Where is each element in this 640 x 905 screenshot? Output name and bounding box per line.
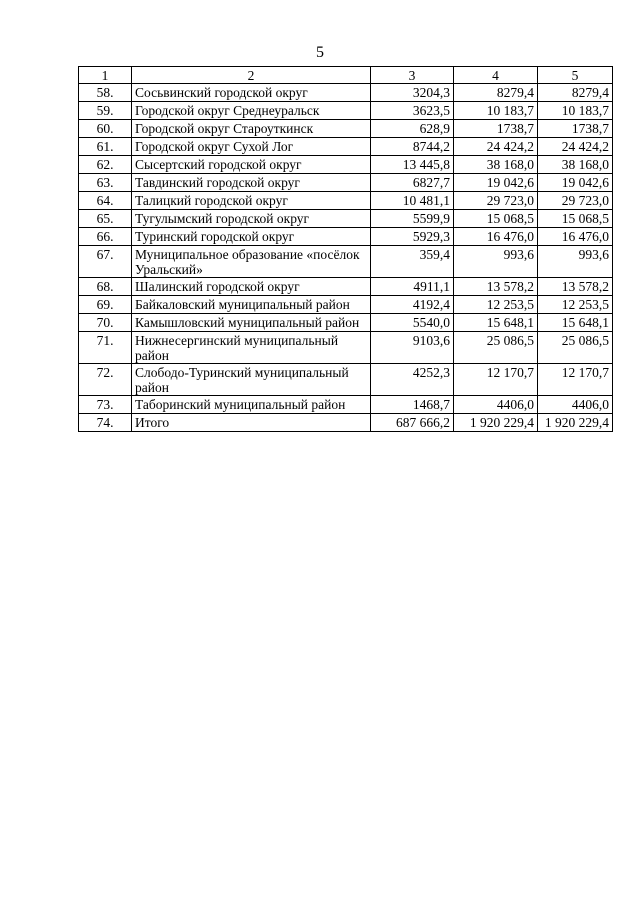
row-number: 62.: [79, 156, 132, 174]
value-column-5: 15 068,5: [538, 210, 613, 228]
municipality-name: Талицкий городской округ: [132, 192, 371, 210]
value-column-4: 13 578,2: [454, 278, 538, 296]
value-column-5: 10 183,7: [538, 102, 613, 120]
value-column-4: 24 424,2: [454, 138, 538, 156]
municipality-name: Байкаловский муниципальный район: [132, 296, 371, 314]
value-column-3: 1468,7: [371, 396, 454, 414]
row-number: 74.: [79, 414, 132, 432]
municipality-name: Муниципальное образование «посёлок Уральский»: [132, 246, 371, 278]
table-row: [79, 364, 613, 396]
row-number: 59.: [79, 102, 132, 120]
table-row: [79, 210, 613, 228]
value-column-3: 13 445,8: [371, 156, 454, 174]
municipality-name: Итого: [132, 414, 371, 432]
municipality-name: Камышловский муниципальный район: [132, 314, 371, 332]
table-row: [79, 414, 613, 432]
table-header: [79, 67, 613, 84]
row-number: 69.: [79, 296, 132, 314]
row-number: 73.: [79, 396, 132, 414]
row-number: 67.: [79, 246, 132, 278]
value-column-4: 15 648,1: [454, 314, 538, 332]
value-column-5: 25 086,5: [538, 332, 613, 364]
table-body: [79, 84, 613, 432]
value-column-5: 12 170,7: [538, 364, 613, 396]
column-header-1: 1: [79, 67, 132, 84]
value-column-3: 5599,9: [371, 210, 454, 228]
row-number: 66.: [79, 228, 132, 246]
municipality-name: Таборинский муниципальный район: [132, 396, 371, 414]
row-number: 64.: [79, 192, 132, 210]
value-column-4: 15 068,5: [454, 210, 538, 228]
budget-table: [78, 66, 613, 432]
value-column-5: 993,6: [538, 246, 613, 278]
value-column-3: 3204,3: [371, 84, 454, 102]
municipality-name: Тавдинский городской округ: [132, 174, 371, 192]
municipality-name: Туринский городской округ: [132, 228, 371, 246]
row-number: 61.: [79, 138, 132, 156]
value-column-3: 10 481,1: [371, 192, 454, 210]
municipality-name: Сосьвинский городской округ: [132, 84, 371, 102]
value-column-5: 4406,0: [538, 396, 613, 414]
column-header-3: 3: [371, 67, 454, 84]
table-row: [79, 332, 613, 364]
row-number: 63.: [79, 174, 132, 192]
table-row: [79, 120, 613, 138]
column-header-4: 4: [454, 67, 538, 84]
value-column-4: 38 168,0: [454, 156, 538, 174]
value-column-4: 19 042,6: [454, 174, 538, 192]
column-header-5: 5: [538, 67, 613, 84]
value-column-4: 993,6: [454, 246, 538, 278]
row-number: 68.: [79, 278, 132, 296]
value-column-3: 4911,1: [371, 278, 454, 296]
table-row: [79, 192, 613, 210]
value-column-3: 9103,6: [371, 332, 454, 364]
municipality-name: Городской округ Сухой Лог: [132, 138, 371, 156]
municipality-name: Слободо-Туринский муниципальный район: [132, 364, 371, 396]
value-column-3: 6827,7: [371, 174, 454, 192]
value-column-4: 4406,0: [454, 396, 538, 414]
municipality-name: Шалинский городской округ: [132, 278, 371, 296]
column-header-2: 2: [132, 67, 371, 84]
value-column-4: 12 253,5: [454, 296, 538, 314]
value-column-4: 10 183,7: [454, 102, 538, 120]
row-number: 58.: [79, 84, 132, 102]
value-column-5: 29 723,0: [538, 192, 613, 210]
row-number: 71.: [79, 332, 132, 364]
value-column-4: 29 723,0: [454, 192, 538, 210]
value-column-3: 4192,4: [371, 296, 454, 314]
value-column-5: 24 424,2: [538, 138, 613, 156]
municipality-name: Нижнесергинский муниципальный район: [132, 332, 371, 364]
value-column-3: 687 666,2: [371, 414, 454, 432]
value-column-5: 1 920 229,4: [538, 414, 613, 432]
value-column-5: 38 168,0: [538, 156, 613, 174]
table-row: [79, 278, 613, 296]
row-number: 70.: [79, 314, 132, 332]
table-row: [79, 228, 613, 246]
value-column-3: 359,4: [371, 246, 454, 278]
value-column-3: 4252,3: [371, 364, 454, 396]
row-number: 72.: [79, 364, 132, 396]
table-row: [79, 84, 613, 102]
value-column-5: 13 578,2: [538, 278, 613, 296]
value-column-5: 12 253,5: [538, 296, 613, 314]
value-column-3: 8744,2: [371, 138, 454, 156]
value-column-4: 1738,7: [454, 120, 538, 138]
value-column-5: 1738,7: [538, 120, 613, 138]
table-row: [79, 246, 613, 278]
value-column-4: 12 170,7: [454, 364, 538, 396]
municipality-name: Городской округ Среднеуральск: [132, 102, 371, 120]
value-column-5: 19 042,6: [538, 174, 613, 192]
value-column-3: 5540,0: [371, 314, 454, 332]
table-row: [79, 296, 613, 314]
table-row: [79, 174, 613, 192]
value-column-5: 16 476,0: [538, 228, 613, 246]
page-number: 5: [316, 44, 324, 61]
value-column-4: 1 920 229,4: [454, 414, 538, 432]
table-row: [79, 396, 613, 414]
table-row: [79, 156, 613, 174]
table-row: [79, 314, 613, 332]
table-row: [79, 138, 613, 156]
row-number: 65.: [79, 210, 132, 228]
value-column-4: 16 476,0: [454, 228, 538, 246]
value-column-5: 8279,4: [538, 84, 613, 102]
value-column-3: 628,9: [371, 120, 454, 138]
value-column-3: 5929,3: [371, 228, 454, 246]
municipality-name: Городской округ Староуткинск: [132, 120, 371, 138]
row-number: 60.: [79, 120, 132, 138]
value-column-4: 25 086,5: [454, 332, 538, 364]
municipality-name: Тугулымский городской округ: [132, 210, 371, 228]
municipality-name: Сысертский городской округ: [132, 156, 371, 174]
value-column-4: 8279,4: [454, 84, 538, 102]
value-column-5: 15 648,1: [538, 314, 613, 332]
value-column-3: 3623,5: [371, 102, 454, 120]
table-row: [79, 102, 613, 120]
